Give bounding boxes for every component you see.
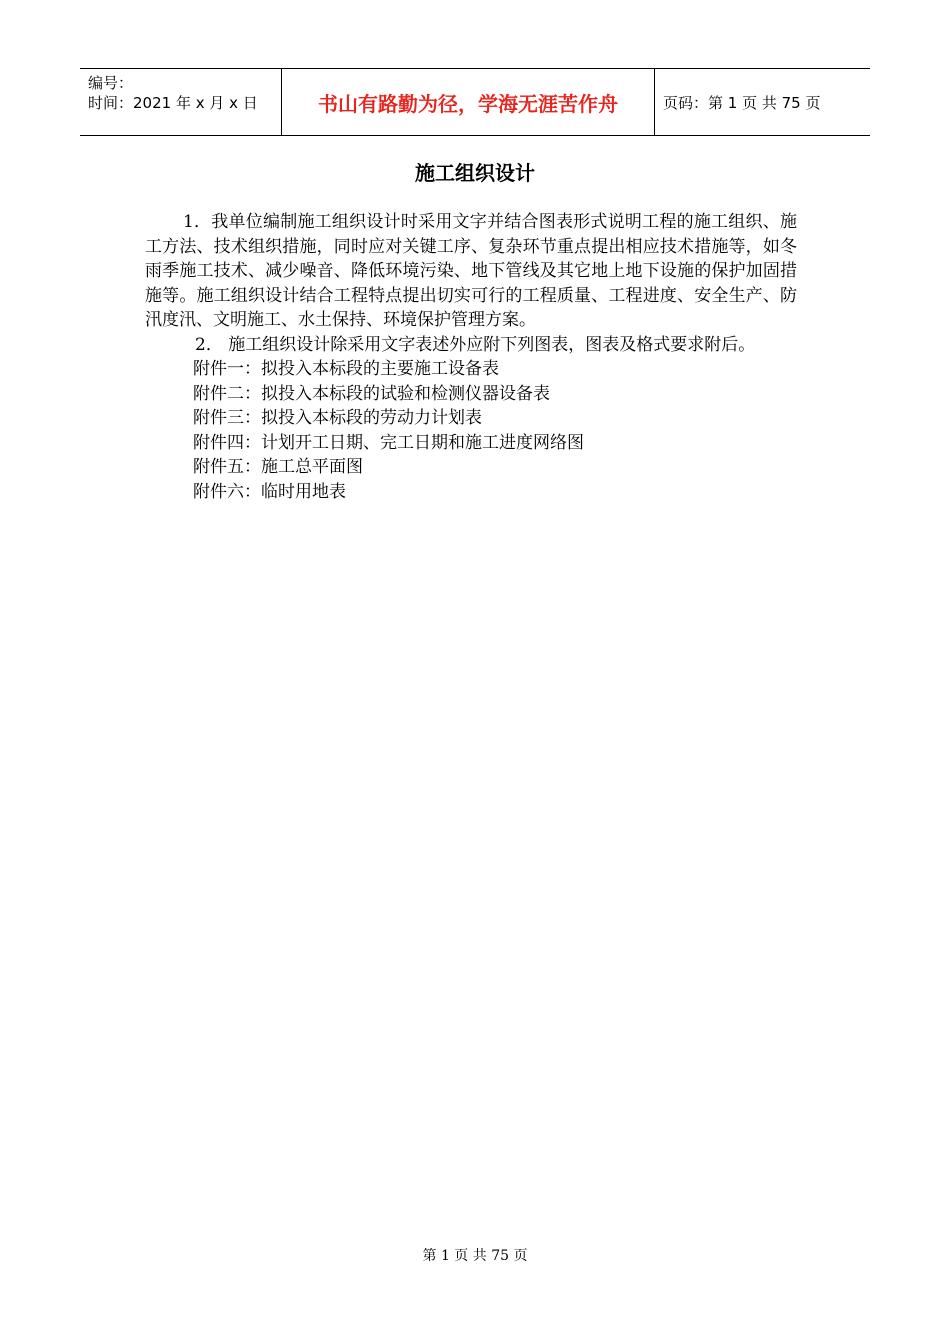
paragraph-2: 2． 施工组织设计除采用文字表述外应附下列图表，图表及格式要求附后。	[195, 334, 756, 355]
paragraph-1: 1．我单位编制施工组织设计时采用文字并结合图表形式说明工程的施工组织、施工方法、技术组织措施，同时应对关键工序、复杂环节重点提出相应技术措施等，如冬雨季施工技术、减少噪音、降低环境污染、地下管线及其它地上地下设施的保护加固措施等。施工组织设计结合工程特点提出切实可行的工程质量、工程进度、安全生产、防汛度汛、文明施工、水土保持、环境保护管理方案。	[145, 212, 797, 330]
attachment-item: 附件四：计划开工日期、完工日期和施工进度网络图	[193, 432, 584, 453]
header-page-info: 页码：第 1 页 共 75 页	[663, 93, 821, 112]
attachment-item: 附件六：临时用地表	[193, 481, 346, 502]
header-meta	[80, 69, 281, 135]
document-number-label: 编号：	[88, 74, 134, 92]
attachment-item: 附件五：施工总平面图	[193, 457, 363, 477]
page-footer: 第 1 页 共 75 页	[422, 1248, 528, 1264]
document-header	[80, 68, 870, 136]
attachment-item: 附件三：拟投入本标段的劳动力计划表	[193, 408, 482, 428]
header-motto: 书山有路勤为径，学海无涯苦作舟	[281, 69, 655, 135]
attachment-item: 附件二：拟投入本标段的试验和检测仪器设备表	[193, 383, 550, 404]
attachment-item: 附件一：拟投入本标段的主要施工设备表	[193, 359, 499, 379]
document-title: 施工组织设计	[415, 161, 535, 185]
document-date: 时间：2021 年 x 月 x 日	[88, 94, 258, 112]
document-body	[145, 210, 797, 504]
